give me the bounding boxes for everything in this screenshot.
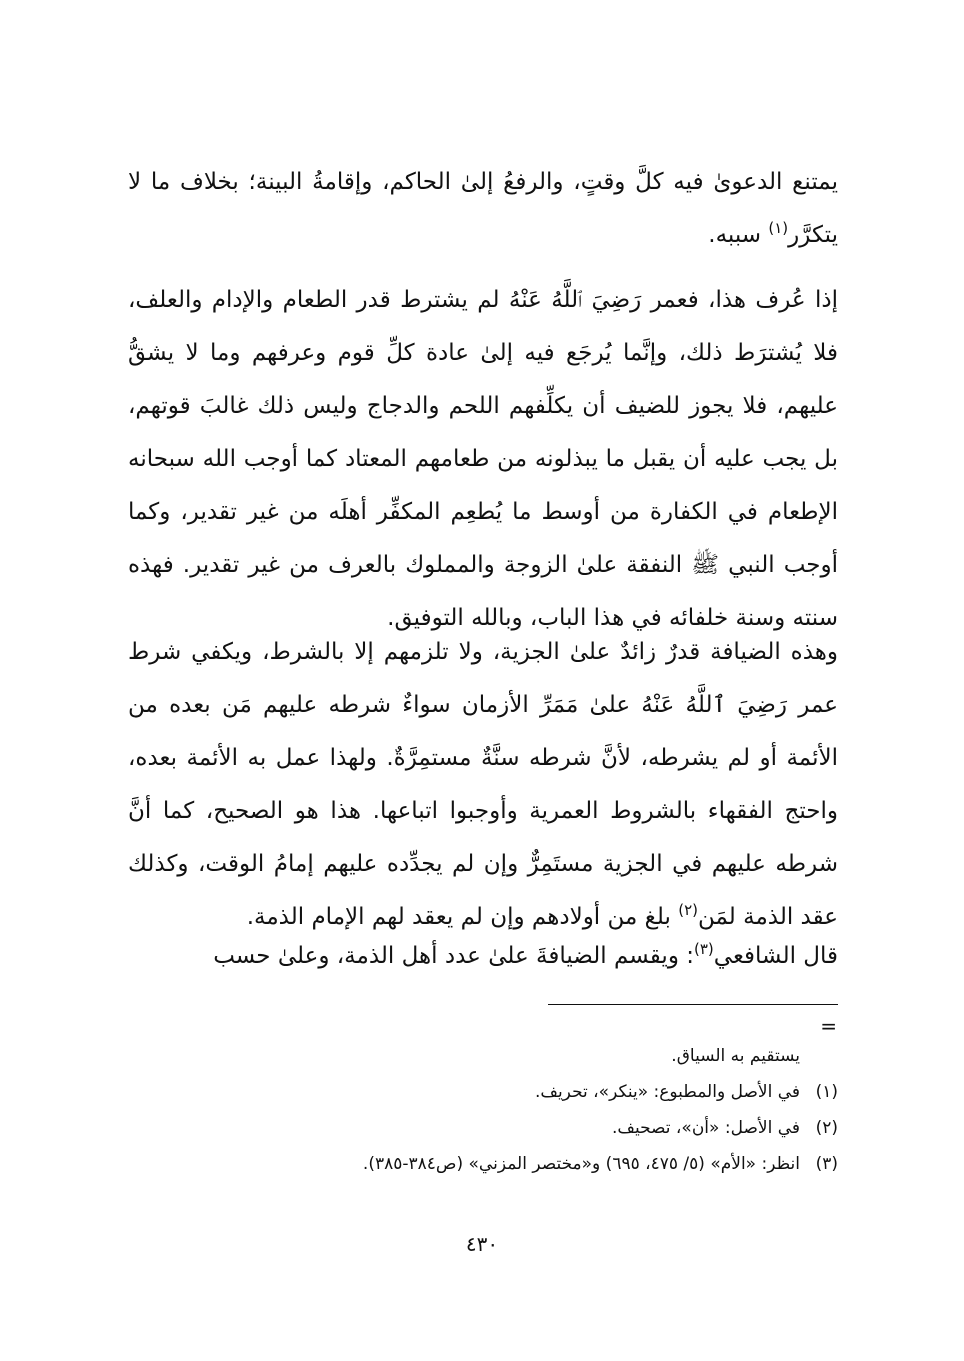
footnote-text: في الأصل: «أن»، تصحيف. — [611, 1118, 800, 1138]
footnotes — [128, 1038, 838, 1182]
footnote-continuation: يستقيم به السياق. — [671, 1046, 800, 1066]
footnote-ref-2: (٢) — [678, 901, 698, 919]
paragraph-shafii — [128, 930, 838, 983]
footnote-1 — [128, 1074, 838, 1110]
footnote-2 — [128, 1110, 838, 1146]
footnote-ref-1: (١) — [768, 219, 789, 237]
paragraph-text-end: بلغ من أولادهم وإن لم يعقد لهم الإمام الذمة. — [246, 904, 679, 930]
paragraph-text-end: : ويقسم الضيافةَ علىٰ عدد أهل الذمة، وعلىٰ حسب — [213, 943, 694, 969]
footnote-number: (٣) — [815, 1154, 838, 1174]
footnote-3 — [128, 1146, 838, 1182]
footnote-separator — [548, 1004, 838, 1005]
footnote-text: انظر: «الأم» (٥/ ٤٧٥، ٦٩٥) و«مختصر المزني» (ص٣٨٤-٣٨٥). — [362, 1154, 800, 1174]
footnote-number: (٢) — [815, 1118, 838, 1138]
footnote-text: في الأصل والمطبوع: «ينكر»، تحريف. — [534, 1082, 800, 1102]
paragraph-text-end: سببه. — [708, 222, 769, 248]
paragraph-hospitality — [128, 626, 838, 944]
footnote-ref-3: (٣) — [694, 940, 714, 958]
paragraph-continuation — [128, 156, 838, 262]
paragraph-text: وهذه الضيافة قدرٌ زائدٌ علىٰ الجزية، ولا تلزمهم إلا بالشرط، ويكفي شرط عمر رَضِيَ ٱللَّهُ عَنْهُ علىٰ مَمَرِّ الأزمان سواءٌ شرطه عليهم مَن بعده من الأئمة أو لم يشرطه، لأنَّ شرطه سنَّةٌ مستمِرَّةٌ. ولهذا عمل به الأئمة بعده، واحتج الفقهاء بالشروط العمرية وأوجبوا اتباعها. هذا هو الصحيح، كما أنَّ شرطه عليهم في الجزية مستَمِرٌّ وإن لم يجدِّده عليهم إمامُ الوقت، وكذلك عقد الذمة لمَن — [128, 639, 838, 930]
page-number: ٤٣٠ — [465, 1232, 499, 1256]
paragraph-text: قال الشافعي — [713, 943, 838, 969]
footnote-continuation-mark: = — [820, 1014, 837, 1038]
paragraph-umar-condition: إذا عُرف هذا، فعمر رَضِيَ ٱللَّهُ عَنْهُ لم يشترط قدر الطعام والإدام والعلف، فلا يُشترَط ذلك، وإنَّما يُرجَع فيه إلىٰ عادة كلِّ قوم وعرفهم وما لا يشقُّ عليهم، فلا يجوز للضيف أن يكلِّفهم اللحم والدجاج وليس ذلك غالبَ قوتهم، بل يجب عليه أن يقبل ما يبذلونه من طعامهم المعتاد كما أوجب الله سبحانه الإطعام في الكفارة من أوسط ما يُطعِم المكفِّر أهلَه من غير تقدير، وكما أوجب النبي ﷺ النفقة علىٰ الزوجة والمملوك بالعرف من غير تقدير. فهذه سنته وسنة خلفائه في هذا الباب، وبالله التوفيق. — [128, 287, 838, 631]
paragraph-text: يمتنع الدعوىٰ فيه كلَّ وقتٍ، والرفعُ إلىٰ الحاكم، وإقامةُ البينة؛ بخلاف ما لا يتكرَّر — [128, 169, 838, 248]
footnote-number: (١) — [815, 1082, 838, 1102]
